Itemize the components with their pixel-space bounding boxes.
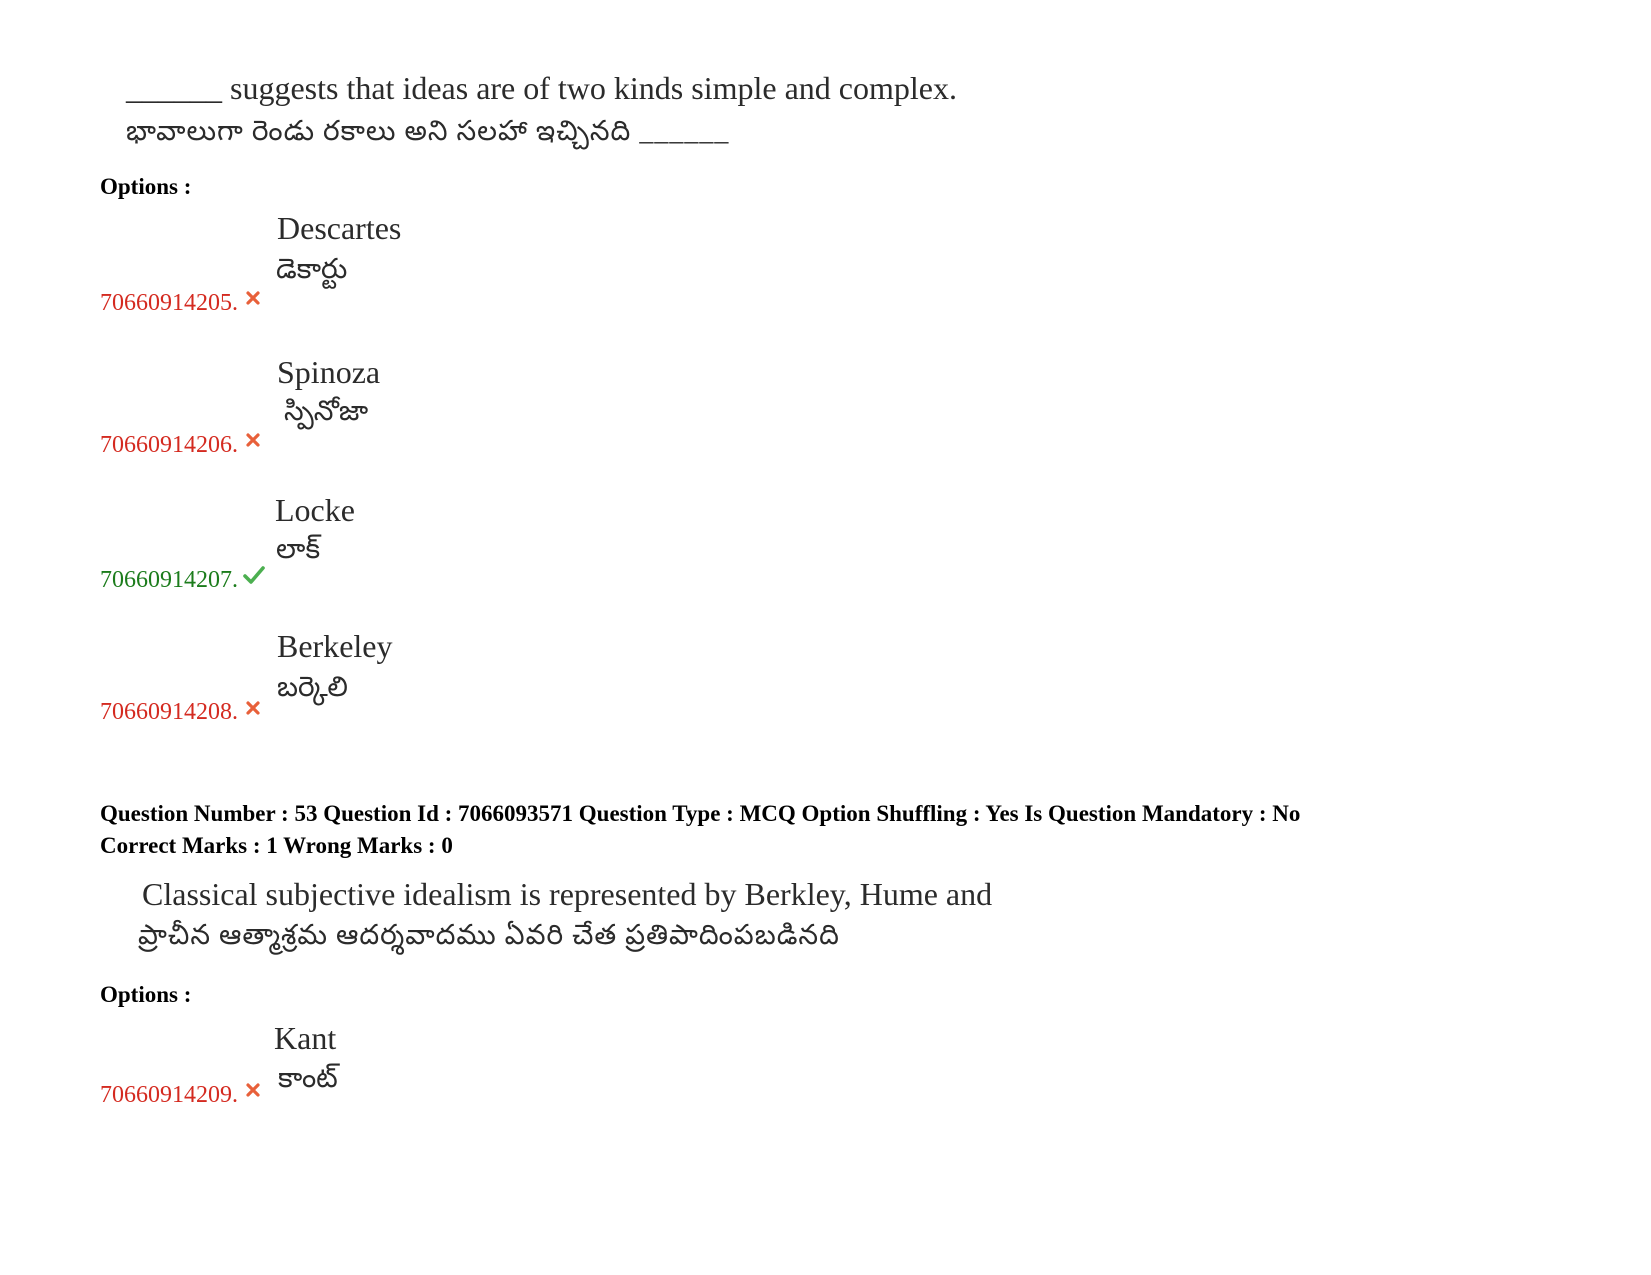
options-header: Options : xyxy=(100,982,192,1007)
option-id: 70660914206. xyxy=(100,432,238,458)
question-text-te: ప్రాచీన ఆత్మాశ్రమ ఆదర్శవాదము ఏవరి చేత ప్రతిపాదింపబడినది xyxy=(138,920,840,951)
option-text-en: Berkeley xyxy=(277,628,393,664)
options-header: Options : xyxy=(100,174,192,199)
option-text-te: కాంట్ xyxy=(278,1063,338,1094)
option-text-te: బర్కెలి xyxy=(277,672,348,703)
option-id: 70660914208. xyxy=(100,699,238,725)
question-meta-line2: Correct Marks : 1 Wrong Marks : 0 xyxy=(100,833,453,858)
question-text-te: భావాలుగా రెండు రకాలు అని సలహా ఇచ్చినది ______ xyxy=(126,116,730,147)
question-text-en: Classical subjective idealism is represented by Berkley, Hume and xyxy=(142,876,993,912)
option-text-te: డెకార్టు xyxy=(276,254,348,285)
option-id: 70660914207. xyxy=(100,567,238,593)
option-id: 70660914209. xyxy=(100,1082,238,1108)
question-text-en: ______ suggests that ideas are of two kinds simple and complex. xyxy=(126,70,957,106)
option-text-te: స్పినోజా xyxy=(284,396,369,427)
option-text-en: Spinoza xyxy=(277,354,381,390)
cross-icon xyxy=(245,700,261,716)
check-icon xyxy=(242,565,266,585)
cross-icon xyxy=(245,1082,261,1098)
cross-icon xyxy=(245,290,261,306)
cross-icon xyxy=(245,432,261,448)
option-text-te: లాక్ xyxy=(276,534,321,565)
option-text-en: Locke xyxy=(275,492,355,528)
option-text-en: Descartes xyxy=(277,210,402,246)
option-id: 70660914205. xyxy=(100,290,238,316)
question-meta-line1: Question Number : 53 Question Id : 7066093571 Question Type : MCQ Option Shuffling : Yes Is Question Mandatory : No xyxy=(100,801,1301,826)
option-text-en: Kant xyxy=(274,1020,337,1056)
